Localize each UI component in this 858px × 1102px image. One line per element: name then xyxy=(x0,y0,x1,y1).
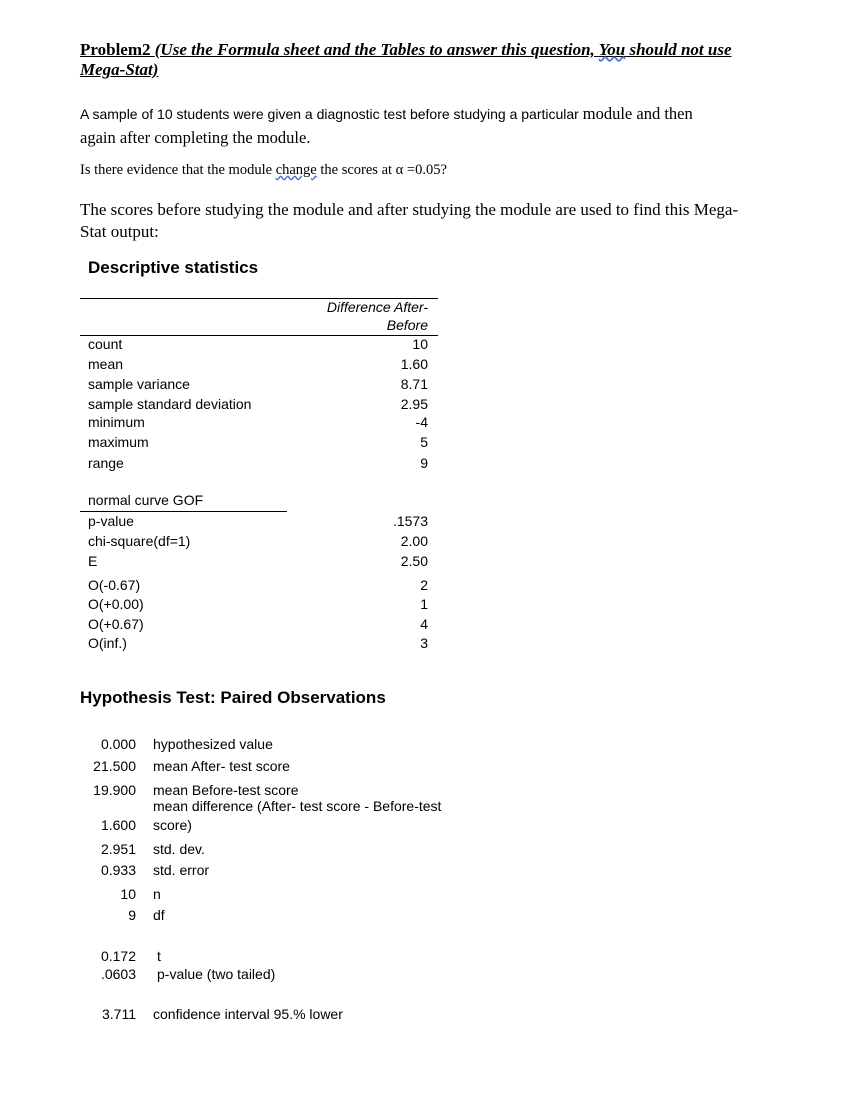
problem-label: Problem2 xyxy=(80,40,151,59)
stat-label-count: count xyxy=(88,336,123,352)
question-part-b: the scores at α =0.05? xyxy=(316,162,447,178)
stat-label-maximum: maximum xyxy=(88,434,149,450)
hyp-value-mean-diff: 1.600 xyxy=(100,817,136,833)
stat-label-mean: mean xyxy=(88,356,124,372)
hyp-value-p-value: .0603 xyxy=(100,966,136,982)
intro-line2: again after completing the module. xyxy=(80,128,311,147)
problem-instruction-b: should not use xyxy=(625,40,732,59)
column-header-line2: Before xyxy=(386,317,428,333)
stat-value-minimum: -4 xyxy=(415,414,428,430)
hyp-value-mean-after: 21.500 xyxy=(93,758,136,774)
hyp-label-p-value: p-value (two tailed) xyxy=(157,966,276,982)
gof-rule xyxy=(80,511,287,512)
descriptive-heading: Descriptive statistics xyxy=(88,258,259,277)
intro-line1-serif: module and then xyxy=(582,104,693,123)
table-header-rule xyxy=(80,335,438,336)
gof-value-o-pos067: 4 xyxy=(420,616,428,632)
intro-line1-sans: A sample of 10 students were given a diagnostic test before studying a particular xyxy=(80,106,583,122)
problem-instruction-a: (Use the Formula sheet and the Tables to answer this question, xyxy=(154,40,599,59)
stat-label-sample-sd: sample standard deviation xyxy=(88,396,252,412)
gof-value-e: 2.50 xyxy=(400,553,428,569)
hyp-label-std-error: std. error xyxy=(153,862,210,878)
gof-value-p-value: .1573 xyxy=(392,513,428,529)
hyp-label-mean-diff-line1: mean difference (After- test score - Before-test xyxy=(153,798,442,814)
problem-instruction-line2: Mega-Stat) xyxy=(80,60,159,79)
gof-label-o-neg067: O(-0.67) xyxy=(88,577,141,593)
hyp-value-n: 10 xyxy=(120,886,136,902)
hyp-label-t: t xyxy=(157,948,161,964)
question-part-a: Is there evidence that the module xyxy=(80,162,276,178)
intro-line1 xyxy=(80,104,693,124)
column-header xyxy=(327,298,428,334)
stat-value-mean: 1.60 xyxy=(400,356,428,372)
hyp-label-mean-diff-line2: score) xyxy=(153,817,192,833)
gof-value-o-000: 1 xyxy=(420,596,428,612)
stat-value-sample-sd: 2.95 xyxy=(400,396,428,412)
problem-instruction-you: You xyxy=(598,40,626,59)
gof-label-o-inf: O(inf.) xyxy=(88,635,127,651)
gof-label-o-pos067: O(+0.67) xyxy=(88,616,144,632)
stat-value-sample-variance: 8.71 xyxy=(400,376,428,392)
gof-label-p-value: p-value xyxy=(88,513,134,529)
problem-title xyxy=(80,40,732,80)
hyp-label-hypothesized: hypothesized value xyxy=(153,736,273,752)
intro-para-line2: Stat output: xyxy=(80,222,159,241)
stat-value-maximum: 5 xyxy=(420,434,428,450)
gof-label-e: E xyxy=(88,553,98,569)
stat-label-sample-variance: sample variance xyxy=(88,376,190,392)
hyp-value-mean-before: 19.900 xyxy=(93,782,136,798)
intro-para-line1: The scores before studying the module and after studying the module are used to find this Mega- xyxy=(80,200,739,219)
hyp-value-hypothesized: 0.000 xyxy=(100,736,136,752)
gof-value-o-inf: 3 xyxy=(420,635,428,651)
hyp-label-df: df xyxy=(153,907,165,923)
hypothesis-heading: Hypothesis Test: Paired Observations xyxy=(80,688,386,707)
column-header-line1: Difference After- xyxy=(326,299,428,315)
hyp-value-std-dev: 2.951 xyxy=(100,841,136,857)
hyp-value-df: 9 xyxy=(128,907,136,923)
stat-label-range: range xyxy=(88,455,124,471)
hyp-label-mean-after: mean After- test score xyxy=(153,758,290,774)
stat-label-minimum: minimum xyxy=(88,414,145,430)
gof-label-chi-square: chi-square(df=1) xyxy=(88,533,191,549)
intro-question xyxy=(80,162,447,179)
hyp-label-std-dev: std. dev. xyxy=(153,841,205,857)
gof-heading: normal curve GOF xyxy=(88,492,204,508)
hyp-label-mean-before: mean Before-test score xyxy=(153,782,299,798)
gof-value-o-neg067: 2 xyxy=(420,577,428,593)
gof-label-o-000: O(+0.00) xyxy=(88,596,144,612)
stat-value-count: 10 xyxy=(412,336,428,352)
hyp-value-ci-lower: 3.711 xyxy=(102,1006,136,1022)
hyp-value-t: 0.172 xyxy=(100,948,136,964)
gof-value-chi-square: 2.00 xyxy=(400,533,428,549)
stat-value-range: 9 xyxy=(420,455,428,471)
hyp-value-std-error: 0.933 xyxy=(100,862,136,878)
question-change-word: change xyxy=(275,162,317,178)
hyp-label-ci-lower: confidence interval 95.% lower xyxy=(153,1006,343,1022)
hyp-label-n: n xyxy=(153,886,161,902)
